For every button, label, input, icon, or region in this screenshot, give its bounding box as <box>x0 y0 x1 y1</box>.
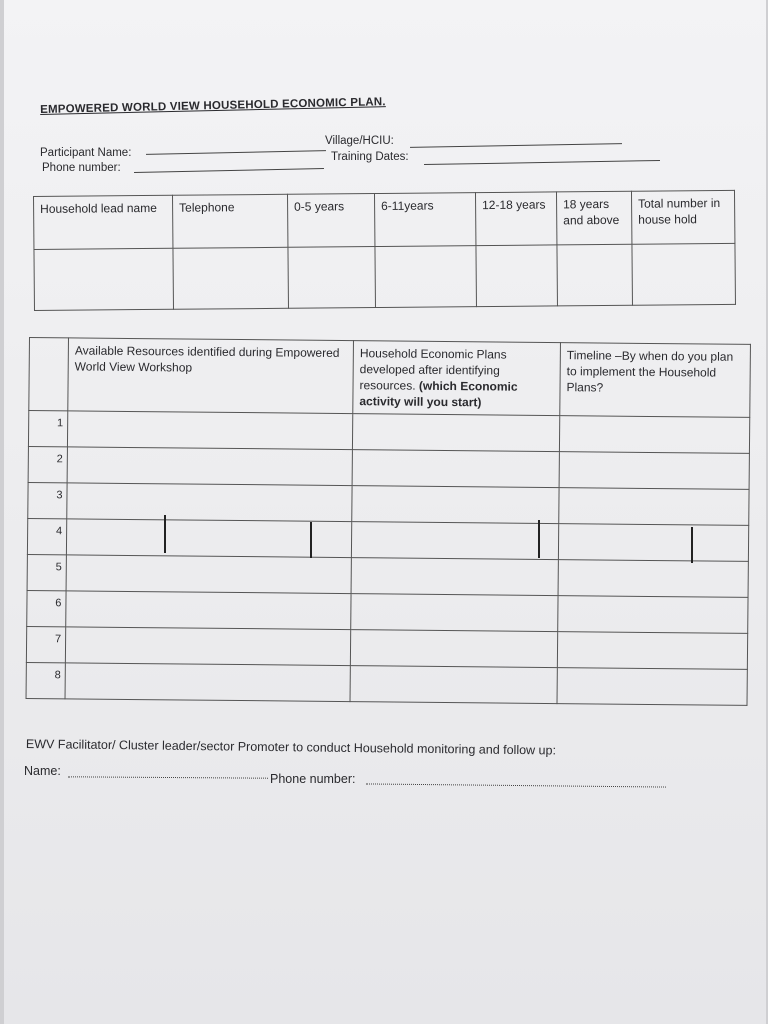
timeline-cell[interactable] <box>558 596 748 634</box>
resources-cell[interactable] <box>65 663 350 702</box>
row-number: 6 <box>27 590 66 626</box>
timeline-cell[interactable] <box>558 524 748 562</box>
training-dates-label: Training Dates: <box>331 151 409 163</box>
header-age-0-5: 0-5 years <box>287 194 374 248</box>
timeline-cell[interactable] <box>557 632 747 670</box>
household-header-row <box>34 190 735 249</box>
participant-name-field[interactable] <box>146 150 326 155</box>
total-household-cell[interactable] <box>632 243 736 305</box>
plans-cell[interactable] <box>350 630 557 668</box>
resources-cell[interactable] <box>67 411 352 450</box>
resources-cell[interactable] <box>65 627 350 666</box>
plans-cell[interactable] <box>352 414 559 452</box>
timeline-cell[interactable] <box>559 416 749 454</box>
resources-cell[interactable] <box>67 447 352 486</box>
phone-number-field[interactable] <box>134 168 324 173</box>
facilitator-phone-field[interactable] <box>366 783 666 787</box>
header-telephone: Telephone <box>172 194 287 248</box>
resources-cell[interactable] <box>66 519 351 558</box>
plans-cell[interactable] <box>350 666 557 704</box>
pen-mark <box>538 520 540 558</box>
timeline-cell[interactable] <box>559 488 749 526</box>
plans-cell[interactable] <box>351 522 558 560</box>
timeline-cell[interactable] <box>557 668 747 706</box>
telephone-cell[interactable] <box>173 247 289 309</box>
household-lead-cell[interactable] <box>34 248 174 310</box>
plans-cell[interactable] <box>352 486 559 524</box>
header-plans <box>353 341 561 416</box>
timeline-cell[interactable] <box>559 452 749 490</box>
participant-name-label: Participant Name: <box>40 147 132 159</box>
plans-header-row <box>29 338 751 418</box>
plans-cell[interactable] <box>351 558 558 596</box>
header-plans-bold: (which Economic activity will you start) <box>359 378 518 410</box>
facilitator-name-field[interactable] <box>68 776 268 778</box>
pen-mark <box>691 527 693 563</box>
resources-cell[interactable] <box>67 483 352 522</box>
village-field[interactable] <box>410 143 622 148</box>
phone-number-label: Phone number: <box>42 162 121 174</box>
plans-cell[interactable] <box>352 450 559 488</box>
plans-cell[interactable] <box>351 594 558 632</box>
age-0-5-cell[interactable] <box>288 247 376 309</box>
form-title: EMPOWERED WORLD VIEW HOUSEHOLD ECONOMIC PLAN. <box>40 96 386 116</box>
header-row-number <box>29 338 69 411</box>
header-resources: Available Resources identified during Empowered World View Workshop <box>68 338 354 414</box>
row-number: 1 <box>28 411 67 447</box>
header-age-6-11: 6-11years <box>374 193 475 247</box>
header-age-12-18: 12-18 years <box>475 192 556 246</box>
header-household-lead: Household lead name <box>34 195 173 249</box>
age-6-11-cell[interactable] <box>375 246 477 308</box>
plans-table <box>26 337 751 706</box>
row-number: 8 <box>26 662 65 698</box>
facilitator-instruction: EWV Facilitator/ Cluster leader/sector Promoter to conduct Household monitoring and follow up: <box>25 737 557 758</box>
row-number: 3 <box>28 482 67 518</box>
form-sheet <box>4 0 766 1024</box>
facilitator-phone-label: Phone number: <box>270 772 356 786</box>
resources-cell[interactable] <box>66 555 351 594</box>
row-number: 7 <box>26 626 65 662</box>
household-table <box>33 190 736 311</box>
resources-cell[interactable] <box>66 591 351 630</box>
facilitator-name-label: Name: <box>24 764 61 778</box>
age-12-18-cell[interactable] <box>476 245 558 307</box>
household-entry-row <box>34 243 736 310</box>
header-total-household: Total number in house hold <box>631 190 734 244</box>
training-dates-field[interactable] <box>424 160 660 165</box>
row-number: 2 <box>28 446 67 482</box>
pen-mark <box>310 522 312 558</box>
row-number: 5 <box>27 554 66 590</box>
header-timeline: Timeline –By when do you plan to implement the Household Plans? <box>560 343 751 418</box>
header-age-18-above: 18 years and above <box>556 191 631 245</box>
table-row <box>26 662 747 705</box>
village-label: Village/HCIU: <box>325 135 394 147</box>
header-plans-text: Household Economic Plans developed after identifying resources. <box>359 346 507 393</box>
pen-mark <box>164 515 166 553</box>
age-18-above-cell[interactable] <box>557 244 633 306</box>
row-number: 4 <box>27 518 66 554</box>
timeline-cell[interactable] <box>558 560 748 598</box>
